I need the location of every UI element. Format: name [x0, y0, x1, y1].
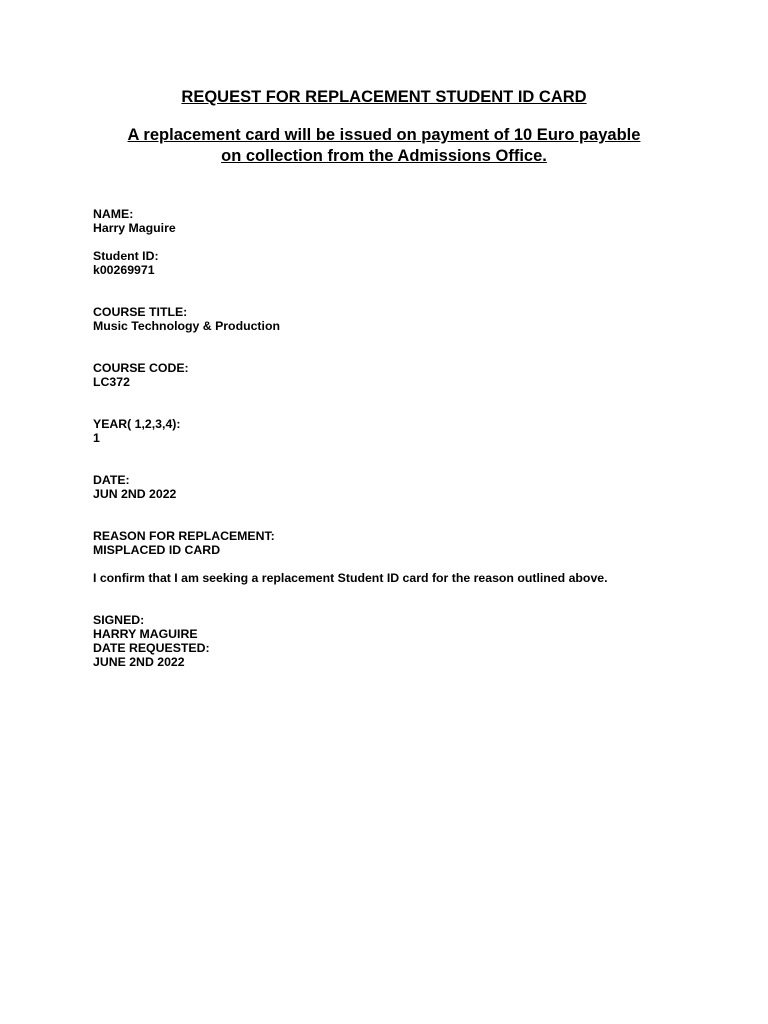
year-value: 1 — [93, 431, 100, 445]
subtitle-line-1: A replacement card will be issued on payment of 10 Euro payable — [127, 126, 641, 144]
name-value: Harry Maguire — [93, 221, 176, 235]
year-label: YEAR( 1,2,3,4): — [93, 417, 181, 431]
document-subtitle — [84, 125, 684, 167]
date-requested-label: DATE REQUESTED: — [93, 641, 210, 655]
name-label: NAME: — [93, 207, 134, 221]
signed-label: SIGNED: — [93, 613, 145, 627]
course-code-value: LC372 — [93, 375, 130, 389]
date-requested-value: JUNE 2ND 2022 — [93, 655, 185, 669]
signed-value: HARRY MAGUIRE — [93, 627, 198, 641]
document-title: REQUEST FOR REPLACEMENT STUDENT ID CARD — [181, 88, 587, 106]
reason-value: MISPLACED ID CARD — [93, 543, 221, 557]
course-code-label: COURSE CODE: — [93, 361, 189, 375]
date-value: JUN 2ND 2022 — [93, 487, 177, 501]
student-id-value: k00269971 — [93, 263, 155, 277]
reason-label: REASON FOR REPLACEMENT: — [93, 529, 275, 543]
course-title-label: COURSE TITLE: — [93, 305, 188, 319]
subtitle-line-2: on collection from the Admissions Office. — [221, 147, 547, 165]
date-label: DATE: — [93, 473, 130, 487]
student-id-label: Student ID: — [93, 249, 159, 263]
confirmation-statement: I confirm that I am seeking a replacement Student ID card for the reason outlined above. — [93, 571, 608, 585]
course-title-value: Music Technology & Production — [93, 319, 280, 333]
